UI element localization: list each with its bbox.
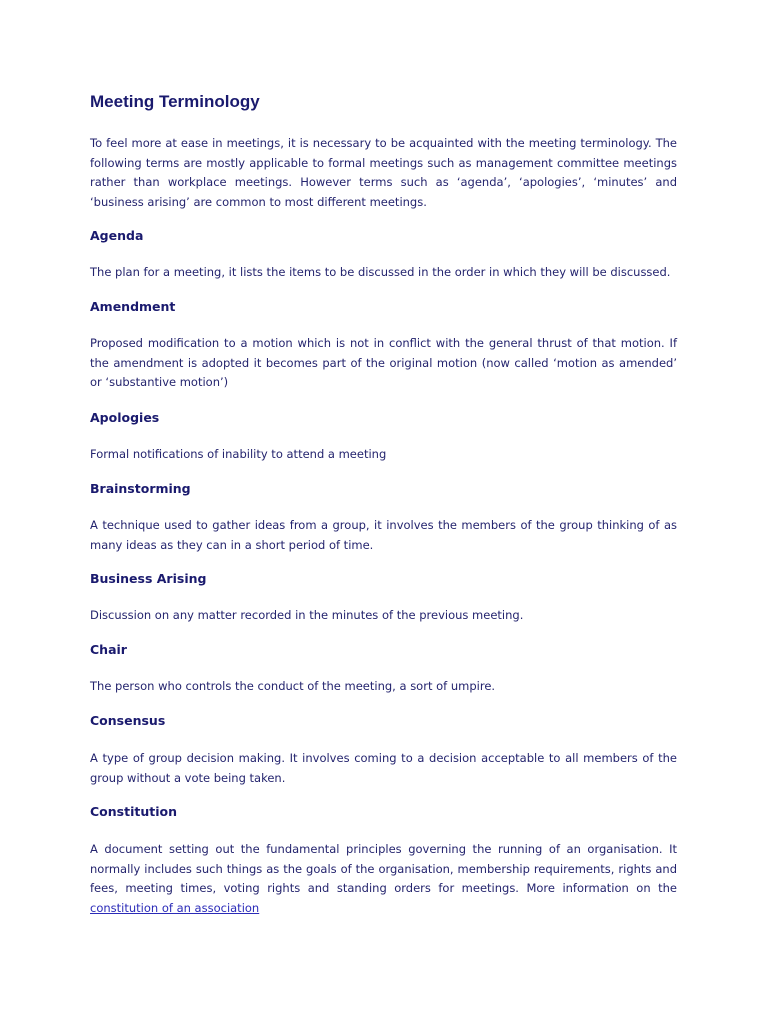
term-heading-constitution: Constitution <box>90 804 177 819</box>
term-heading-apologies: Apologies <box>90 410 160 425</box>
term-definition-business-arising: Discussion on any matter recorded in the minutes of the previous meeting. <box>90 608 524 622</box>
term-heading-consensus: Consensus <box>90 713 166 728</box>
term-heading-agenda: Agenda <box>90 228 144 243</box>
page-title: Meeting Terminology <box>90 92 260 111</box>
term-definition-constitution <box>90 840 677 918</box>
term-definition-consensus: A type of group decision making. It involves coming to a decision acceptable to all members of the group without a vote being taken. <box>90 751 677 785</box>
constitution-of-an-association-link[interactable]: constitution of an association <box>90 900 260 915</box>
term-definition-amendment: Proposed modification to a motion which is not in conflict with the general thrust of that motion. If the amendment is adopted it becomes part of the original motion (now called ‘motion as amended’ or ‘substantive motion’) <box>90 336 677 389</box>
term-definition-brainstorming: A technique used to gather ideas from a group, it involves the members of the group thinking of as many ideas as they can in a short period of time. <box>90 518 677 552</box>
term-definition-agenda: The plan for a meeting, it lists the items to be discussed in the order in which they will be discussed. <box>90 265 671 279</box>
term-definition-chair: The person who controls the conduct of the meeting, a sort of umpire. <box>90 679 496 693</box>
term-heading-amendment: Amendment <box>90 299 176 314</box>
term-heading-business-arising: Business Arising <box>90 571 207 586</box>
term-heading-chair: Chair <box>90 642 127 657</box>
term-heading-brainstorming: Brainstorming <box>90 481 191 496</box>
term-definition-apologies: Formal notifications of inability to attend a meeting <box>90 447 387 461</box>
constitution-definition-text: A document setting out the fundamental principles governing the running of an organisation. It normally includes such things as the goals of the organisation, membership requirements, rights and fees, meeting times, voting rights and standing orders for meetings. More information on the <box>90 842 677 895</box>
intro-paragraph: To feel more at ease in meetings, it is necessary to be acquainted with the meeting terminology. The following terms are mostly applicable to formal meetings such as management committee meetings rather than workplace meetings. However terms such as ‘agenda’, ‘apologies’, ‘minutes’ and ‘business arising’ are common to most different meetings. <box>90 136 677 209</box>
